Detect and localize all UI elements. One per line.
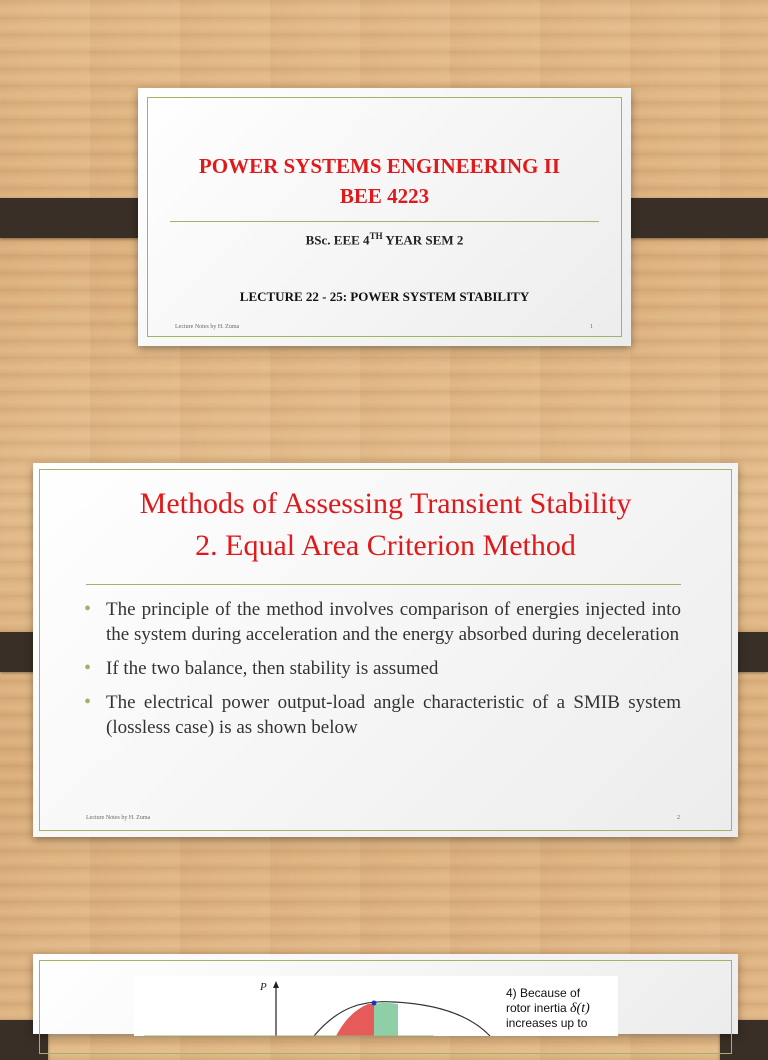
bullet-text: The principle of the method involves comparison of energies injected into the system during acceleration and the energy absorbed during deceleration bbox=[106, 599, 681, 645]
slide-1-page-number: 1 bbox=[590, 324, 593, 330]
bullet-icon: • bbox=[84, 598, 92, 620]
slide-2-divider bbox=[86, 584, 681, 585]
bullet-icon: • bbox=[84, 657, 92, 679]
operating-point-marker bbox=[372, 1001, 377, 1006]
slide-2-bullet-list bbox=[84, 597, 681, 749]
p-axis-label: P bbox=[260, 981, 267, 993]
bullet-icon: • bbox=[84, 691, 92, 713]
delta-symbol: δ(t) bbox=[570, 1001, 590, 1016]
slide-2[interactable] bbox=[33, 463, 738, 837]
slide-2-title-line2: 2. Equal Area Criterion Method bbox=[195, 529, 576, 562]
list-item bbox=[84, 597, 681, 647]
wood-ribbon-right-1 bbox=[614, 198, 768, 238]
figure-note-line2 bbox=[506, 1001, 618, 1016]
bullet-text: The electrical power output-load angle characteristic of a SMIB system (lossless case) is as shown below bbox=[106, 692, 681, 738]
slide-1-title-line2: BEE 4223 bbox=[339, 184, 430, 208]
slide-1-subtitle-sup: TH bbox=[369, 231, 383, 241]
slide-1-title-line1: POWER SYSTEMS ENGINEERING II bbox=[198, 154, 561, 178]
slide-2-footer: Lecture Notes by H. Zuma bbox=[86, 815, 151, 821]
list-item bbox=[84, 656, 681, 681]
list-item bbox=[84, 690, 681, 740]
slide-1-divider bbox=[170, 221, 599, 222]
accelerating-area bbox=[336, 1004, 374, 1036]
slide-1-subtitle-pre: BSc. EEE 4 bbox=[305, 232, 370, 248]
p-axis-arrow-icon bbox=[273, 981, 279, 988]
slide-1-subtitle bbox=[138, 231, 631, 248]
slide-1-subtitle-post: YEAR SEM 2 bbox=[382, 232, 464, 248]
bullet-text: If the two balance, then stability is assumed bbox=[106, 658, 439, 679]
figure-note-line2-text: rotor inertia bbox=[506, 1001, 567, 1015]
slide-1-lecture-title: LECTURE 22 - 25: POWER SYSTEM STABILITY bbox=[239, 289, 530, 304]
figure-note-line3: increases up to bbox=[506, 1016, 588, 1030]
slide-2-title-line1: Methods of Assessing Transient Stability bbox=[139, 487, 632, 520]
slide-2-page-number: 2 bbox=[677, 815, 680, 821]
figure-note-line1: 4) Because of bbox=[506, 986, 581, 1000]
slide-3[interactable] bbox=[33, 954, 738, 1034]
slide-1-footer: Lecture Notes by H. Zuma bbox=[175, 324, 240, 330]
figure-note bbox=[506, 986, 618, 1031]
wood-ribbon-left-1 bbox=[0, 198, 150, 238]
decelerating-area bbox=[374, 1003, 398, 1036]
slide-3-figure bbox=[134, 976, 618, 1036]
slide-1[interactable] bbox=[138, 88, 631, 346]
